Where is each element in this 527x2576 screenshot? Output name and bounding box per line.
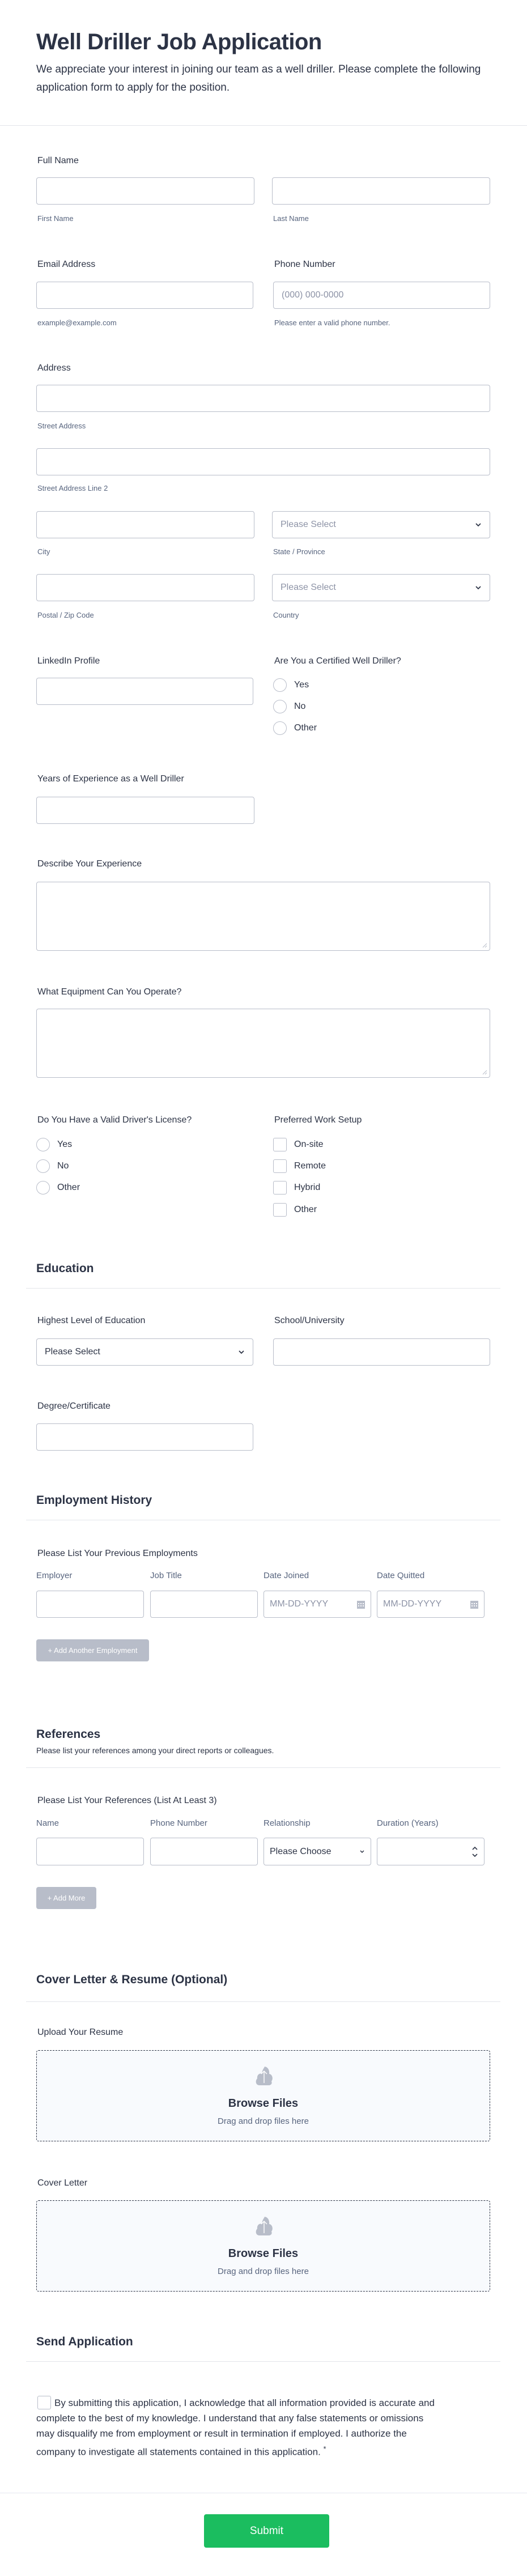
required-mark: * <box>323 2445 326 2453</box>
work_setup-option-label: Other <box>294 1205 317 1214</box>
certified-option-label: Yes <box>294 680 309 690</box>
city-input[interactable] <box>36 511 254 538</box>
radio-button[interactable] <box>36 1159 50 1173</box>
linkedin-input[interactable] <box>36 678 253 705</box>
radio-button[interactable] <box>36 1138 50 1151</box>
work_setup-option-label: On-site <box>294 1140 324 1149</box>
street-address-input[interactable] <box>36 385 490 412</box>
city-sublabel: City <box>37 547 50 556</box>
references-column-header: Relationship <box>264 1818 311 1828</box>
describe-experience-label: Describe Your Experience <box>37 859 142 869</box>
chevron-down-icon <box>238 1350 245 1354</box>
employment-cell-input[interactable] <box>150 1591 258 1618</box>
school-label: School/University <box>274 1316 345 1325</box>
file-dropzone[interactable] <box>36 2050 490 2141</box>
references-subheading: Please list your references among your direct reports or colleagues. <box>36 1746 274 1755</box>
work_setup-option-label: Hybrid <box>294 1183 321 1192</box>
checkbox[interactable] <box>273 1203 287 1217</box>
country-sublabel: Country <box>273 611 299 619</box>
radio-button[interactable] <box>273 721 287 735</box>
street-address-line2-input[interactable] <box>36 448 490 475</box>
phone-sublabel: Please enter a valid phone number. <box>274 318 390 327</box>
references-column-header: Duration (Years) <box>377 1818 439 1828</box>
date-placeholder: MM-DD-YYYY <box>383 1599 442 1609</box>
highest-education-select[interactable] <box>36 1338 253 1366</box>
add-employment-button[interactable]: + Add Another Employment <box>36 1639 149 1661</box>
references-column-header: Name <box>36 1818 60 1828</box>
send-divider <box>26 2361 500 2362</box>
references-column-header: Phone Number <box>150 1818 207 1828</box>
radio-button[interactable] <box>273 700 287 713</box>
relationship-select[interactable] <box>264 1838 371 1865</box>
browse-files-button[interactable]: Browse Files <box>228 2247 299 2260</box>
equipment-textarea[interactable] <box>36 1009 490 1078</box>
email-input[interactable] <box>36 282 253 309</box>
license-option-label: No <box>57 1161 69 1171</box>
postal-code-input[interactable] <box>36 574 254 601</box>
references-heading: References <box>36 1728 101 1741</box>
years-experience-input[interactable] <box>36 797 254 824</box>
duration-number-input[interactable] <box>377 1838 484 1865</box>
highest-education-label: Highest Level of Education <box>37 1316 146 1325</box>
checkbox[interactable] <box>273 1138 287 1151</box>
chevron-down-icon <box>475 522 482 527</box>
submit-button[interactable]: Submit <box>204 2514 329 2548</box>
email-label: Email Address <box>37 260 96 269</box>
checkbox[interactable] <box>273 1181 287 1195</box>
drivers-license-label: Do You Have a Valid Driver's License? <box>37 1115 192 1125</box>
street-address-sublabel: Street Address <box>37 422 86 430</box>
employment-table-label: Please List Your Previous Employments <box>37 1549 198 1558</box>
uploads-divider <box>26 2001 500 2002</box>
references-divider <box>26 1767 500 1768</box>
upload-cloud-icon <box>255 2066 273 2085</box>
school-input[interactable] <box>273 1338 490 1366</box>
employment-column-header: Date Quitted <box>377 1571 425 1580</box>
resize-handle-icon[interactable] <box>482 942 487 948</box>
resize-handle-icon[interactable] <box>482 1069 487 1075</box>
uploads-heading: Cover Letter & Resume (Optional) <box>36 1973 228 1986</box>
employment-heading: Employment History <box>36 1494 152 1507</box>
license-option-label: Other <box>57 1183 80 1192</box>
drag-drop-hint: Drag and drop files here <box>218 2116 309 2126</box>
chevron-down-icon <box>475 585 482 590</box>
form-description: We appreciate your interest in joining our team as a well driller. Please complete the following application form to apply for the position. <box>36 63 481 93</box>
last-name-input[interactable] <box>272 177 490 205</box>
employment-cell-input[interactable] <box>36 1591 144 1618</box>
equipment-label: What Equipment Can You Operate? <box>37 987 182 997</box>
first-name-input[interactable] <box>36 177 254 205</box>
full-name-label: Full Name <box>37 156 79 165</box>
work_setup-option-label: Remote <box>294 1161 326 1171</box>
work-setup-label: Preferred Work Setup <box>274 1115 362 1125</box>
street-address-line2-sublabel: Street Address Line 2 <box>37 484 108 492</box>
number-spinner-icon[interactable] <box>471 1846 478 1858</box>
education-heading: Education <box>36 1262 94 1275</box>
browse-files-button[interactable]: Browse Files <box>228 2097 299 2110</box>
date-input[interactable] <box>377 1591 484 1618</box>
phone-placeholder: (000) 000-0000 <box>282 290 344 300</box>
phone-input[interactable] <box>273 282 490 309</box>
linkedin-label: LinkedIn Profile <box>37 656 100 666</box>
certified-option-label: No <box>294 702 306 711</box>
references-table-label: Please List Your References (List At Least 3) <box>37 1796 217 1805</box>
date-placeholder: MM-DD-YYYY <box>270 1599 329 1609</box>
date-input[interactable] <box>264 1591 371 1618</box>
radio-button[interactable] <box>273 678 287 692</box>
degree-label: Degree/Certificate <box>37 1401 110 1411</box>
header-divider <box>0 125 527 126</box>
form-title: Well Driller Job Application <box>36 29 322 54</box>
upload-cloud-icon <box>255 2216 273 2235</box>
state-sublabel: State / Province <box>273 547 325 556</box>
consent-label: By submitting this application, I acknowledge that all information provided is accurate and complete to the best of my knowledge. I understand that any false statements or omissions may disqualify me from employment or result in termination if employed. I authorize the company to investigate all statements contained in this application. <box>36 2398 435 2458</box>
phone-label: Phone Number <box>274 260 335 269</box>
country-select-value: Please Select <box>280 583 336 592</box>
calendar-icon[interactable] <box>357 1600 365 1609</box>
relationship-value: Please Choose <box>270 1846 332 1856</box>
first-name-sublabel: First Name <box>37 214 74 223</box>
employment-column-header: Job Title <box>150 1571 182 1580</box>
calendar-icon[interactable] <box>470 1600 478 1609</box>
chevron-down-icon <box>359 1850 365 1854</box>
consent-text <box>36 2395 444 2460</box>
license-option-label: Yes <box>57 1140 73 1149</box>
file-dropzone[interactable] <box>36 2200 490 2292</box>
certified-label: Are You a Certified Well Driller? <box>274 656 401 666</box>
employment-column-header: Employer <box>36 1571 73 1580</box>
years-experience-label: Years of Experience as a Well Driller <box>37 774 184 784</box>
send-heading: Send Application <box>36 2335 133 2348</box>
drag-drop-hint: Drag and drop files here <box>218 2267 309 2276</box>
employment-column-header: Date Joined <box>264 1571 309 1580</box>
reference-cell-input[interactable] <box>36 1838 144 1865</box>
highest-education-value: Please Select <box>45 1347 100 1357</box>
radio-button[interactable] <box>36 1181 50 1195</box>
checkbox[interactable] <box>273 1159 287 1173</box>
country-select[interactable] <box>272 574 490 601</box>
email-sublabel: example@example.com <box>37 318 117 327</box>
last-name-sublabel: Last Name <box>273 214 309 223</box>
address-label: Address <box>37 363 71 373</box>
postal-code-sublabel: Postal / Zip Code <box>37 611 94 619</box>
certified-option-label: Other <box>294 723 317 733</box>
describe-experience-textarea[interactable] <box>36 882 490 951</box>
reference-cell-input[interactable] <box>150 1838 258 1865</box>
education-divider <box>26 1288 500 1289</box>
state-select-value: Please Select <box>280 520 336 529</box>
state-select[interactable] <box>272 511 490 538</box>
upload-label: Cover Letter <box>37 2178 88 2188</box>
add-reference-button[interactable]: + Add More <box>36 1887 96 1909</box>
upload-label: Upload Your Resume <box>37 2027 124 2037</box>
degree-input[interactable] <box>36 1423 253 1451</box>
